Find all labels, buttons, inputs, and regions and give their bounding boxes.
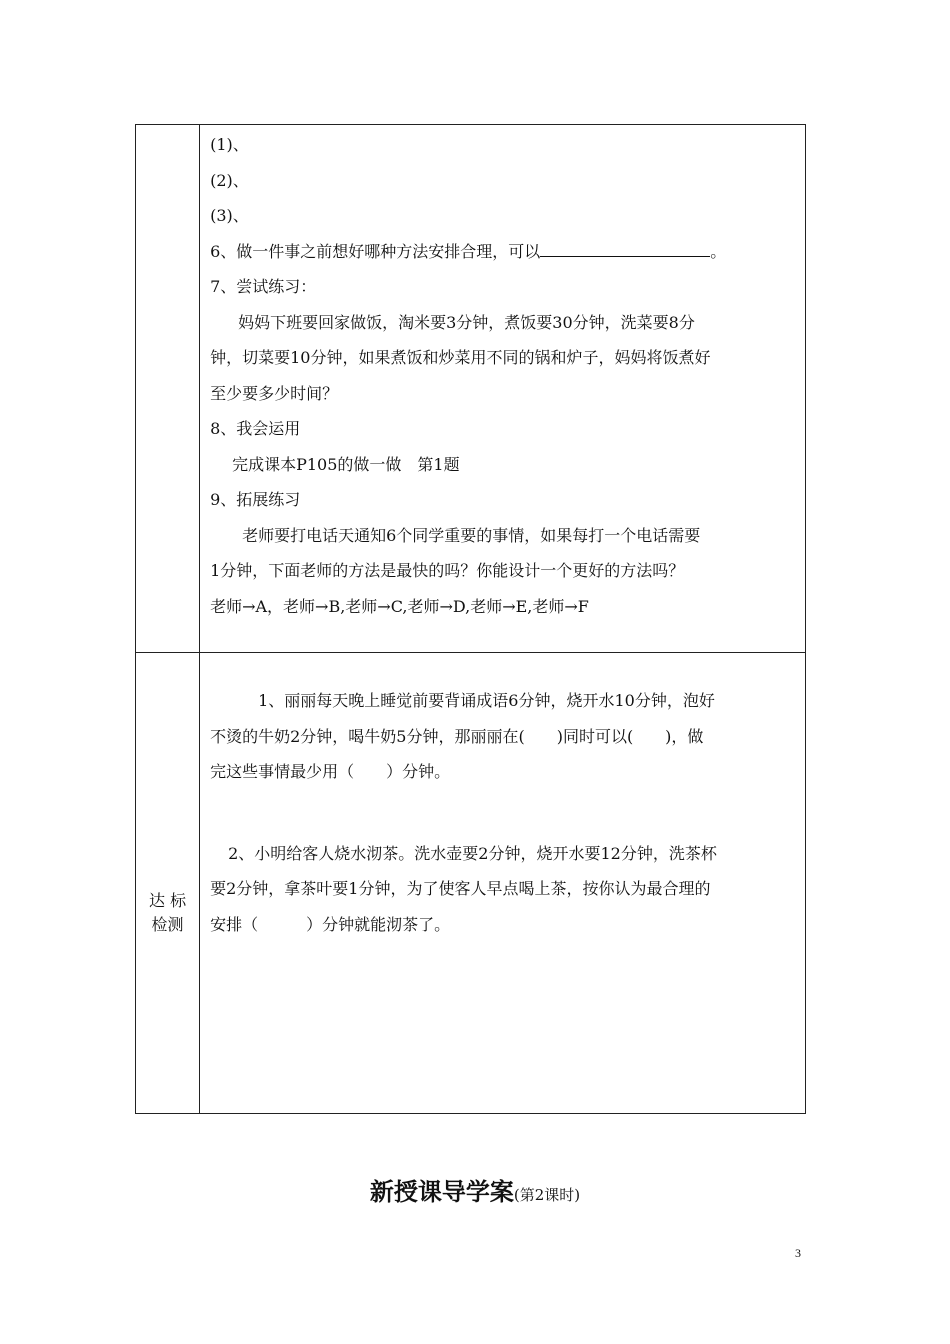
content-cell-assessment <box>200 653 806 1114</box>
lesson-title <box>0 1172 950 1207</box>
label-cell-assessment <box>136 653 200 1114</box>
label-line-1: 达 标 <box>149 891 187 910</box>
item-2: (2)、 <box>210 170 249 190</box>
question-6-text: 6、做一件事之前想好哪种方法安排合理，可以 <box>210 241 541 261</box>
label-line-2: 检测 <box>151 915 184 934</box>
question-8-body: 完成课本P105的做一做 第1题 <box>232 454 460 474</box>
question-6 <box>210 234 799 270</box>
label-cell-empty <box>136 125 200 653</box>
problem-2-line: 要2分钟，拿茶叶要1分钟，为了使客人早点喝上茶，按你认为最合理的 <box>210 879 711 898</box>
problem-2-line: 2、小明给客人烧水沏茶。洗水壶要2分钟，烧开水要12分钟，洗茶杯 <box>228 843 717 863</box>
question-9-body-line: 老师要打电话天通知6个同学重要的事情，如果每打一个电话需要 <box>242 525 701 545</box>
title-sub: (第2课时) <box>513 1186 581 1204</box>
problem-1-line: 1、丽丽每天晚上睡觉前要背诵成语6分钟，烧开水10分钟，泡好 <box>258 691 715 710</box>
question-7-body-line: 至少要多少时间？ <box>210 383 339 403</box>
question-8-title: 8、我会运用 <box>210 419 301 438</box>
problem-1-line: 完这些事情最少用（ ）分钟。 <box>210 762 451 781</box>
item-3: (3)、 <box>210 206 249 225</box>
question-7-title: 7、尝试练习： <box>210 277 317 296</box>
answer-blank <box>540 234 710 257</box>
lesson-table <box>135 124 806 1114</box>
question-6-end: 。 <box>710 241 727 261</box>
item-1: (1)、 <box>210 135 249 154</box>
question-7-body-line: 钟，切菜要10分钟，如果煮饭和炒菜用不同的锅和炉子，妈妈将饭煮好 <box>210 348 711 367</box>
question-9-body-line: 1分钟，下面老师的方法是最快的吗？你能设计一个更好的方法吗？ <box>210 561 685 580</box>
content-cell-activities <box>200 125 806 653</box>
question-9-body-line: 老师→A，老师→B,老师→C,老师→D,老师→E,老师→F <box>210 596 589 616</box>
problem-1-line: 不烫的牛奶2分钟，喝牛奶5分钟，那丽丽在( )同时可以( )，做 <box>210 726 704 746</box>
question-9-title: 9、拓展练习 <box>210 490 301 509</box>
title-main: 新授课导学案 <box>369 1177 514 1206</box>
table-row-activities <box>136 125 806 653</box>
table-row-assessment <box>136 653 806 1114</box>
question-7-body-line: 妈妈下班要回家做饭，淘米要3分钟，煮饭要30分钟，洗菜要8分 <box>238 312 695 332</box>
page-number: 3 <box>795 1246 801 1260</box>
problem-2-line: 安排（ ）分钟就能沏茶了。 <box>210 914 451 934</box>
